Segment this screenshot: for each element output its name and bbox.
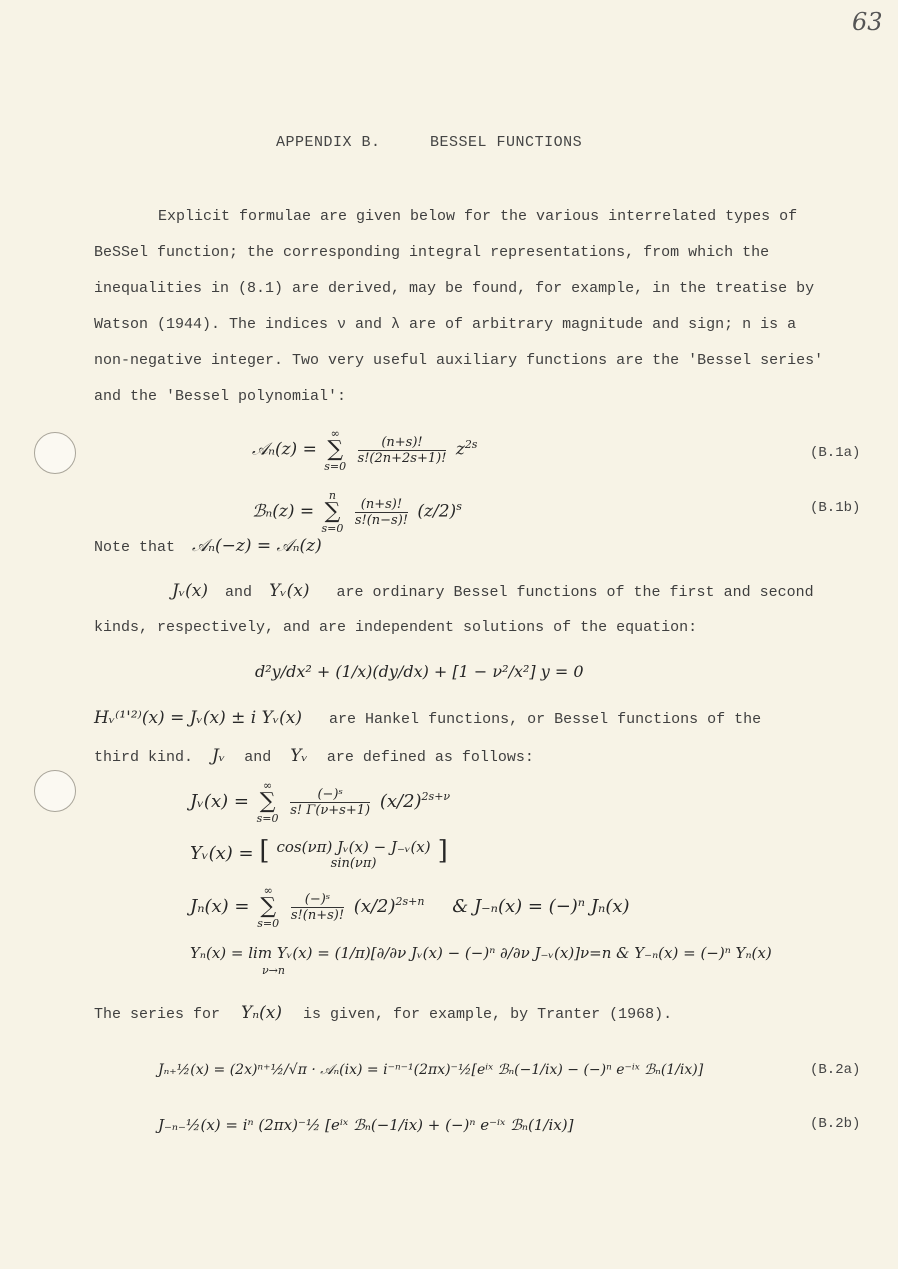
intro-line: BeSSel function; the corresponding integral representations, from which the — [94, 244, 770, 261]
y-nu-symbol: Yᵥ(x) — [269, 581, 310, 601]
eq-jn-rhs: & J₋ₙ(x) = (−)ⁿ Jₙ(x) — [452, 896, 630, 917]
bessel-line-1 — [172, 581, 814, 601]
third-post: are defined as follows: — [326, 749, 534, 766]
and-word: and — [244, 749, 272, 766]
intro-paragraph — [94, 199, 869, 415]
eq-j-tail: (x/2) — [379, 791, 422, 812]
eq-label-b2a: (B.2a) — [810, 1062, 861, 1078]
eq-yn-limit-sub: ν→n — [262, 964, 285, 977]
intro-line: Watson (1944). The indices ν and λ are of arbitrary magnitude and sign; n is a — [94, 316, 797, 333]
eq-b1a-lhs: 𝒜ₙ(z) = — [252, 439, 317, 460]
summation-symbol: ∞ ∑ s=0 — [256, 779, 279, 825]
intro-line: and the 'Bessel polynomial': — [94, 388, 347, 405]
punch-hole-top — [34, 432, 76, 474]
equation-b2a: Jₙ₊½(x) = (2x)ⁿ⁺½/√π · 𝒜ₙ(ix) = i⁻ⁿ⁻¹(2πx)⁻½[eⁱˣ ℬₙ(−1/ix) − (−)ⁿ e⁻ⁱˣ ℬₙ(1/ix)] — [158, 1062, 704, 1078]
note-math: 𝒜ₙ(−z) = 𝒜ₙ(z) — [192, 536, 322, 556]
eq-jn-lhs: Jₙ(x) = — [190, 896, 250, 917]
equation-j-n — [190, 885, 630, 929]
eq-label-b2b: (B.2b) — [810, 1116, 861, 1132]
eq-y-fraction: cos(νπ) Jᵥ(x) − J₋ᵥ(x) sin(νπ) — [276, 837, 431, 871]
equation-b1a — [252, 428, 477, 472]
equation-b2b: J₋ₙ₋½(x) = iⁿ (2πx)⁻½ [eⁱˣ ℬₙ(−1/ix) + (−)ⁿ e⁻ⁱˣ ℬₙ(1/ix)] — [158, 1116, 574, 1134]
bessel-ode: d²y/dx² + (1/x)(dy/dx) + [1 − ν²/x²] y = 0 — [255, 662, 584, 681]
summation-symbol: n ∑ s=0 — [321, 489, 344, 535]
and-word: and — [225, 584, 253, 601]
eq-b1b-exponent: s — [456, 499, 462, 513]
eq-jn-exponent: 2s+n — [395, 895, 425, 908]
hankel-text: are Hankel functions, or Bessel functions of the — [329, 711, 762, 728]
eq-label-b1b: (B.1b) — [810, 500, 861, 516]
equation-b1b — [252, 490, 462, 534]
bessel-line-1-text: are ordinary Bessel functions of the first and second — [336, 584, 814, 601]
eq-j-exponent: 2s+ν — [421, 790, 451, 803]
note-prefix: Note that — [94, 539, 176, 556]
eq-b1b-fraction: $\frac{(n+s)!}{s!(n-s)!}$ — [354, 496, 409, 528]
note-line — [94, 536, 322, 556]
hankel-line — [94, 708, 761, 728]
series-line — [94, 1003, 672, 1023]
equation-y-n — [190, 944, 772, 962]
third-pre: third kind. — [94, 749, 194, 766]
series-post: is given, for example, by Tranter (1968). — [303, 1006, 673, 1023]
page-number: 63 — [852, 8, 883, 36]
eq-jn-fraction: $\frac{\text{(−)ˢ}}{s!(n+s)!}$ — [290, 891, 345, 923]
eq-y-lhs: Yᵥ(x) = — [190, 843, 254, 864]
intro-line: inequalities in (8.1) are derived, may be found, for example, in the treatise by — [94, 280, 815, 297]
eq-b1a-exponent: 2s — [464, 437, 478, 451]
eq-b1b-tail: (z/2) — [417, 501, 457, 522]
j-symbol: Jᵥ — [212, 746, 226, 766]
hankel-math: Hᵥ⁽¹'²⁾(x) = Jᵥ(x) ± i Yᵥ(x) — [94, 708, 303, 728]
eq-j-lhs: Jᵥ(x) = — [190, 791, 249, 812]
eq-b1a-tail: z — [455, 439, 465, 460]
equation-y-nu: Yᵥ(x) = [ cos(νπ) Jᵥ(x) − J₋ᵥ(x) sin(νπ) ] — [190, 836, 448, 871]
bessel-line-2: kinds, respectively, and are independent solutions of the equation: — [94, 619, 698, 636]
third-kind-line — [94, 746, 534, 766]
page-heading — [276, 134, 622, 151]
eq-j-fraction: $\frac{\text{(−)ˢ}}{s! \Gamma(\nu+s+1)}$ — [290, 786, 371, 818]
intro-line: Explicit formulae are given below for the various interrelated types of — [158, 208, 798, 225]
eq-jn-tail: (x/2) — [353, 896, 396, 917]
eq-label-b1a: (B.1a) — [810, 445, 861, 461]
summation-symbol: ∞ ∑ s=0 — [257, 884, 280, 930]
heading-part2: BESSEL FUNCTIONS — [430, 134, 583, 151]
series-math: Yₙ(x) — [241, 1003, 283, 1023]
y-symbol: Yᵥ — [290, 746, 308, 766]
eq-yn-main: Yₙ(x) = lim Yᵥ(x) = (1/π)[∂/∂ν Jᵥ(x) − (−)ⁿ ∂/∂ν J₋ᵥ(x)]ν=n & Y₋ₙ(x) = (−)ⁿ Yₙ(x) — [190, 944, 772, 962]
punch-hole-bottom — [34, 770, 76, 812]
summation-symbol: ∞ ∑ s=0 — [324, 427, 347, 473]
j-nu-symbol: Jᵥ(x) — [172, 581, 209, 601]
intro-line: non-negative integer. Two very useful auxiliary functions are the 'Bessel series' — [94, 352, 824, 369]
equation-j-nu — [190, 780, 450, 824]
eq-b1a-fraction: $\frac{(n+s)!}{s!(2n+2s+1)!}$ — [357, 434, 447, 466]
eq-b1b-lhs: ℬₙ(z) = — [252, 501, 315, 522]
heading-part1: APPENDIX B. — [276, 134, 381, 151]
series-pre: The series for — [94, 1006, 221, 1023]
